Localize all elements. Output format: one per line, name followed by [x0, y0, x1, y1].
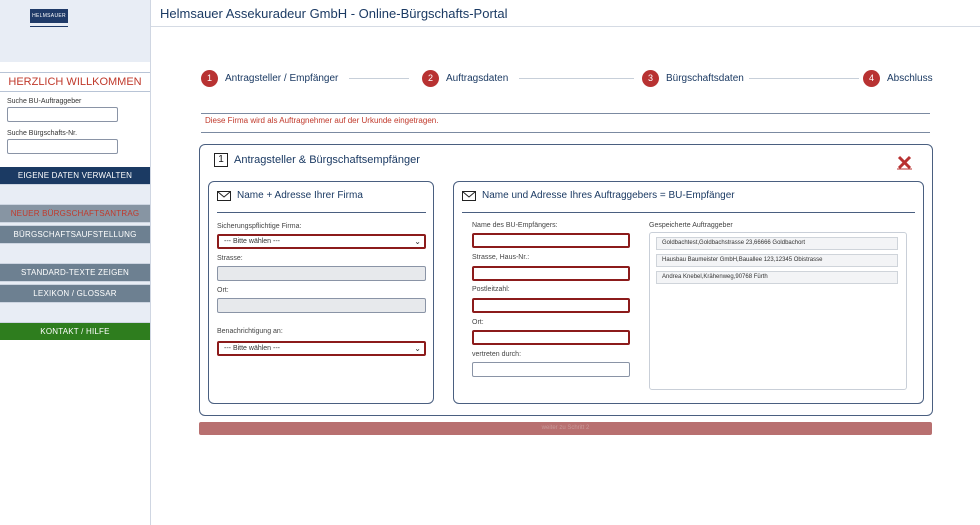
sidebar-divider	[0, 243, 150, 264]
plz-input[interactable]	[472, 298, 630, 313]
search-nr-label: Suche Bürgschafts-Nr.	[7, 130, 78, 137]
saved-recipient-item[interactable]: Andrea Knebel,Krähenweg,90768 Fürth	[656, 271, 898, 284]
name-label: Name des BU-Empfängers:	[472, 222, 558, 229]
envelope-icon	[217, 191, 231, 201]
search-nr-input[interactable]	[7, 139, 118, 154]
search-bu-label: Suche BU-Auftraggeber	[7, 98, 82, 105]
name-input[interactable]	[472, 233, 630, 248]
sidebar-divider	[0, 302, 150, 323]
saved-label: Gespeicherte Auftraggeber	[649, 222, 733, 229]
step-connector	[349, 78, 409, 79]
close-icon[interactable]	[897, 155, 912, 170]
app-title: Helmsauer Assekuradeur GmbH - Online-Bürgschafts-Portal	[160, 6, 508, 21]
strasse-field	[217, 266, 426, 281]
ort-label: Ort:	[472, 319, 484, 326]
step-indicator	[201, 70, 931, 88]
lexikon-button[interactable]: LEXIKON / GLOSSAR	[0, 285, 150, 302]
aufstellung-button[interactable]: BÜRGSCHAFTSAUFSTELLUNG	[0, 226, 150, 243]
step-number: 2	[422, 70, 439, 87]
info-message: Diese Firma wird als Auftragnehmer auf der Urkunde eingetragen.	[205, 116, 439, 125]
logo-underline	[30, 23, 68, 27]
step-1[interactable]	[201, 70, 338, 87]
ort-field	[217, 298, 426, 313]
step-3[interactable]	[642, 70, 744, 87]
next-step-label: weiter zu Schritt 2	[541, 425, 590, 431]
vertreten-label: vertreten durch:	[472, 351, 522, 358]
welcome-text: HERZLICH WILLKOMMEN	[0, 72, 150, 92]
standard-texte-button[interactable]: STANDARD-TEXTE ZEIGEN	[0, 264, 150, 281]
step-4[interactable]	[863, 70, 933, 87]
sidebar-divider	[0, 184, 150, 205]
saved-recipient-item[interactable]: Hausbau Baumeister GmbH,Bauallee 123,12345 Obistrasse	[656, 254, 898, 267]
ort-input[interactable]	[472, 330, 630, 345]
recipient-title: Name und Adresse Ihres Auftraggebers = BU-Empfänger	[482, 190, 735, 201]
step-2[interactable]	[422, 70, 508, 87]
step-label: Auftragsdaten	[446, 73, 509, 84]
firma-select[interactable]: --- Bitte wählen --- ⌄	[217, 234, 426, 249]
strasse-label: Strasse, Haus-Nr.:	[472, 254, 530, 261]
panel-title: Antragsteller & Bürgschaftsempfänger	[234, 154, 420, 166]
own-company-title: Name + Adresse Ihrer Firma	[237, 190, 363, 201]
benachrichtigung-label: Benachrichtigung an:	[217, 328, 283, 335]
step-label: Abschluss	[887, 73, 933, 84]
search-bu-input[interactable]	[7, 107, 118, 122]
logo-area	[0, 0, 150, 62]
building-image	[0, 320, 151, 525]
panel-number: 1	[214, 153, 228, 167]
vertreten-input[interactable]	[472, 362, 630, 377]
divider	[462, 212, 915, 213]
saved-recipient-item[interactable]: Goldbachtest,Goldbachstrasse 23,66666 Goldbachort	[656, 237, 898, 250]
neuer-antrag-button[interactable]: NEUER BÜRGSCHAFTSANTRAG	[0, 205, 150, 222]
divider	[217, 212, 426, 213]
strasse-input[interactable]	[472, 266, 630, 281]
ort-label: Ort:	[217, 287, 229, 294]
step-connector	[519, 78, 634, 79]
benachrichtigung-select[interactable]: --- Bitte wählen --- ⌄	[217, 341, 426, 356]
kontakt-button[interactable]: KONTAKT / HILFE	[0, 323, 150, 340]
chevron-down-icon: ⌄	[414, 344, 421, 353]
step-label: Bürgschaftsdaten	[666, 73, 744, 84]
strasse-label: Strasse:	[217, 255, 243, 262]
step-number: 4	[863, 70, 880, 87]
plz-label: Postleitzahl:	[472, 286, 510, 293]
own-company-panel	[208, 181, 434, 404]
step-number: 1	[201, 70, 218, 87]
recipient-panel	[453, 181, 924, 404]
divider	[201, 132, 930, 133]
envelope-icon	[462, 191, 476, 201]
saved-recipients-list	[649, 232, 907, 390]
chevron-down-icon: ⌄	[414, 237, 421, 246]
divider	[201, 113, 930, 114]
firma-label: Sicherungspflichtige Firma:	[217, 223, 302, 230]
applicant-panel	[199, 144, 933, 416]
next-step-button[interactable]	[199, 422, 932, 435]
sidebar	[0, 0, 151, 525]
step-label: Antragsteller / Empfänger	[225, 73, 339, 84]
step-connector	[749, 78, 859, 79]
company-logo[interactable]: HELMSAUER	[30, 9, 68, 23]
eigene-daten-button[interactable]: EIGENE DATEN VERWALTEN	[0, 167, 150, 184]
header	[151, 0, 980, 27]
step-number: 3	[642, 70, 659, 87]
